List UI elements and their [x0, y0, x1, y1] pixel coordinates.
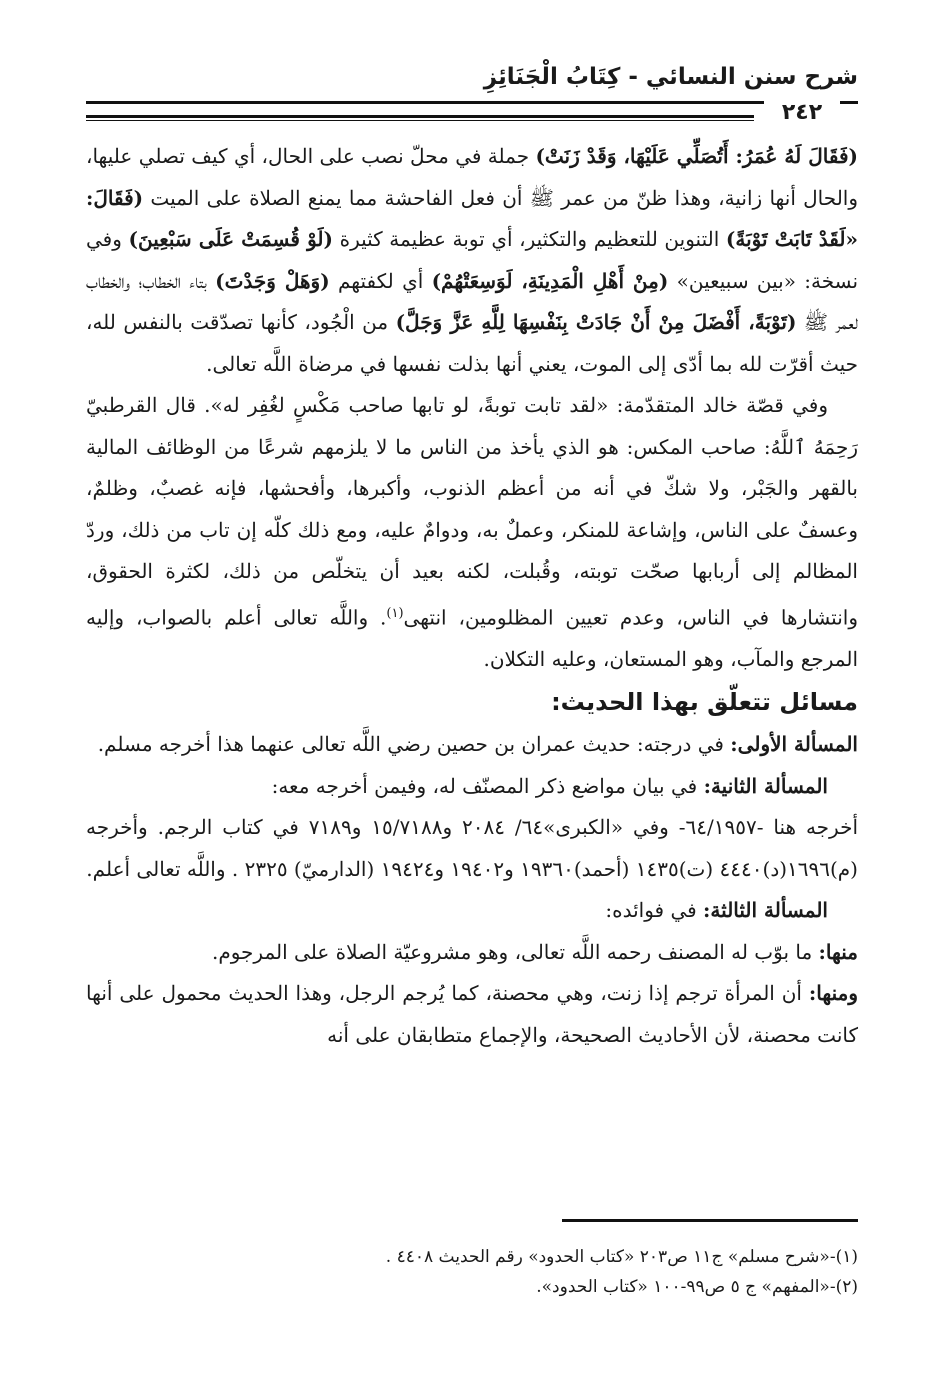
- benefit-text: ما بوّب له المصنف رحمه اللَّه تعالى، وهو مشروعيّة الصلاة على المرجوم.: [211, 939, 819, 964]
- benefit-heading: منها:: [818, 939, 858, 964]
- commentary-text: أي لكفتهم: [329, 268, 432, 293]
- commentary-text: بتاء الخطاب؛ والخطاب لعمر ﷺ: [86, 268, 858, 334]
- footnote-1: (١)-«شرح مسلم» ج١١ ص٢٠٣ «كتاب الحدود» رقم الحديث ٤٤٠٨ .: [385, 1247, 858, 1267]
- paragraph-1: [86, 136, 858, 385]
- hadith-quote: (لَوْ قُسِمَتْ عَلَى سَبْعِينَ): [128, 227, 333, 251]
- commentary-text: وفي قصّة خالد المتقدّمة: «لقد تابت توبةً، لو تابها صاحب مَكْسٍ لغُفِر له». قال القرطبيّ رَحِمَهُ ٱللَّهُ: صاحب المكس: هو الذي يأخذ من الناس ما لا يلزمهم شرعًا من الوظائف المالية بالقهر والجَبْر، ولا شكّ في أنه من أعظم الذنوب، وأكبرها، وأفحشها، فإنه غصبٌ، وظلمٌ، وعسفٌ على الناس، وإشاعة للمنكر، وعملٌ به، ودوامٌ عليه، ومع ذلك كلّه إن تاب من ذلك، وردّ المظالم إلى أربابها صحّت توبته، وقُبلت، لكنه بعيد أن يتخلّص من ذلك، لكثرة الحقوق، وانتشارها في الناس، وعدم تعيين المظلومين، انتهى: [86, 393, 858, 630]
- hadith-quote: (فَقَالَ: «لَقَدْ تَابَتْ تَوْبَةً): [86, 185, 859, 251]
- masala-heading: المسألة الأولى:: [730, 732, 858, 757]
- masala-text: في بيان مواضع ذكر المصنّف له، وفيمن أخرجه معه:: [271, 773, 704, 798]
- main-text: [86, 136, 858, 1056]
- section-title: مسائل تتعلّق بهذا الحديث:: [551, 688, 858, 717]
- footnote-ref: (١): [386, 605, 404, 621]
- masala-1: [86, 724, 858, 766]
- masala-text: في درجته: حديث عمران بن حصين رضي اللَّه تعالى عنهما هذا أخرجه مسلم.: [97, 732, 731, 757]
- hadith-quote: (مِنْ أَهْلِ الْمَدِينَةِ، لَوَسِعَتْهُمْ): [431, 268, 669, 293]
- commentary-text: . واللَّه تعالى أعلم بالصواب، وإليه المرجع والمآب، وهو المستعان، وعليه التكلان.: [86, 605, 858, 671]
- masala-2: [86, 766, 858, 808]
- benefit-text: أن المرأة ترجم إذا زنت، وهي محصنة، كما يُرجم الرجل، وهذا الحديث محمول على أنها كانت محصنة، لأن الأحاديث الصحيحة، والإجماع متطابقان على أنه: [86, 981, 858, 1047]
- takhrij-paragraph: [86, 807, 858, 890]
- running-header: شرح سنن النسائي - كِتَابُ الْجَنَائِزِ: [483, 64, 858, 90]
- commentary-text: من الْجُود، كأنها تصدّقت بالنفس لله، حيث أقرّت لله بما أدّى إلى الموت، يعني أنها بذلت نفسها في مرضاة اللَّه تعالى.: [86, 310, 858, 376]
- masala-text: في فوائده:: [605, 898, 704, 923]
- page-number: ٢٤٢: [764, 100, 840, 130]
- header-rule-top: [86, 101, 858, 104]
- commentary-text: جملة في محلّ نصب على الحال، أي كيف تصلي عليها، والحال أنها زانية، وهذا ظنّ من عمر ﷺ أن فعل الفاحشة مما يمنع الصلاة على الميت: [86, 144, 858, 210]
- hadith-quote: (تَوْبَةً، أَفْضَلَ مِنْ أَنْ جَادَتْ بِنَفْسِهَا لِلَّهِ عَزَّ وَجَلَّ): [395, 310, 797, 334]
- footnote-2: (٢)-«المفهم» ج ٥ ص٩٩-١٠٠ «كتاب الحدود».: [536, 1277, 858, 1297]
- benefit-2: [86, 973, 858, 1056]
- benefit-heading: ومنها:: [808, 981, 858, 1006]
- footnotes: [86, 1242, 858, 1302]
- masala-3: [86, 890, 858, 932]
- benefit-1: [86, 932, 858, 974]
- hadith-quote: (وَهَلْ وَجَدْتَ): [215, 268, 330, 293]
- masala-heading: المسألة الثالثة:: [703, 898, 828, 923]
- footnote-rule: [562, 1219, 858, 1222]
- commentary-text: التنوين للتعظيم والتكثير، أي توبة عظيمة كثيرة: [333, 227, 726, 251]
- commentary-text: وفي نسخة: «بين سبيعين»: [86, 227, 859, 293]
- hadith-quote: (فَقَالَ لَهُ عُمَرُ: أَتُصَلِّي عَلَيْهَا، وَقَدْ زَنَتْ): [535, 144, 858, 168]
- masala-text: أخرجه هنا -٦٤/١٩٥٧- وفي «الكبرى»٦٤/ ٢٠٨٤ و١٥/٧١٨٨ و٧١٨٩ في كتاب الرجم. وأخرجه (م)١٦٩٦(د)٤٤٤٠ (ت)١٤٣٥ (أحمد)١٩٣٦٠ و١٩٤٠٢ و١٩٤٢٤ (الدارميّ) ٢٣٢٥ . واللَّه تعالى أعلم.: [86, 815, 858, 881]
- header-rule-bottom: [86, 115, 754, 121]
- masala-heading: المسألة الثانية:: [703, 773, 828, 798]
- paragraph-2: [86, 385, 858, 680]
